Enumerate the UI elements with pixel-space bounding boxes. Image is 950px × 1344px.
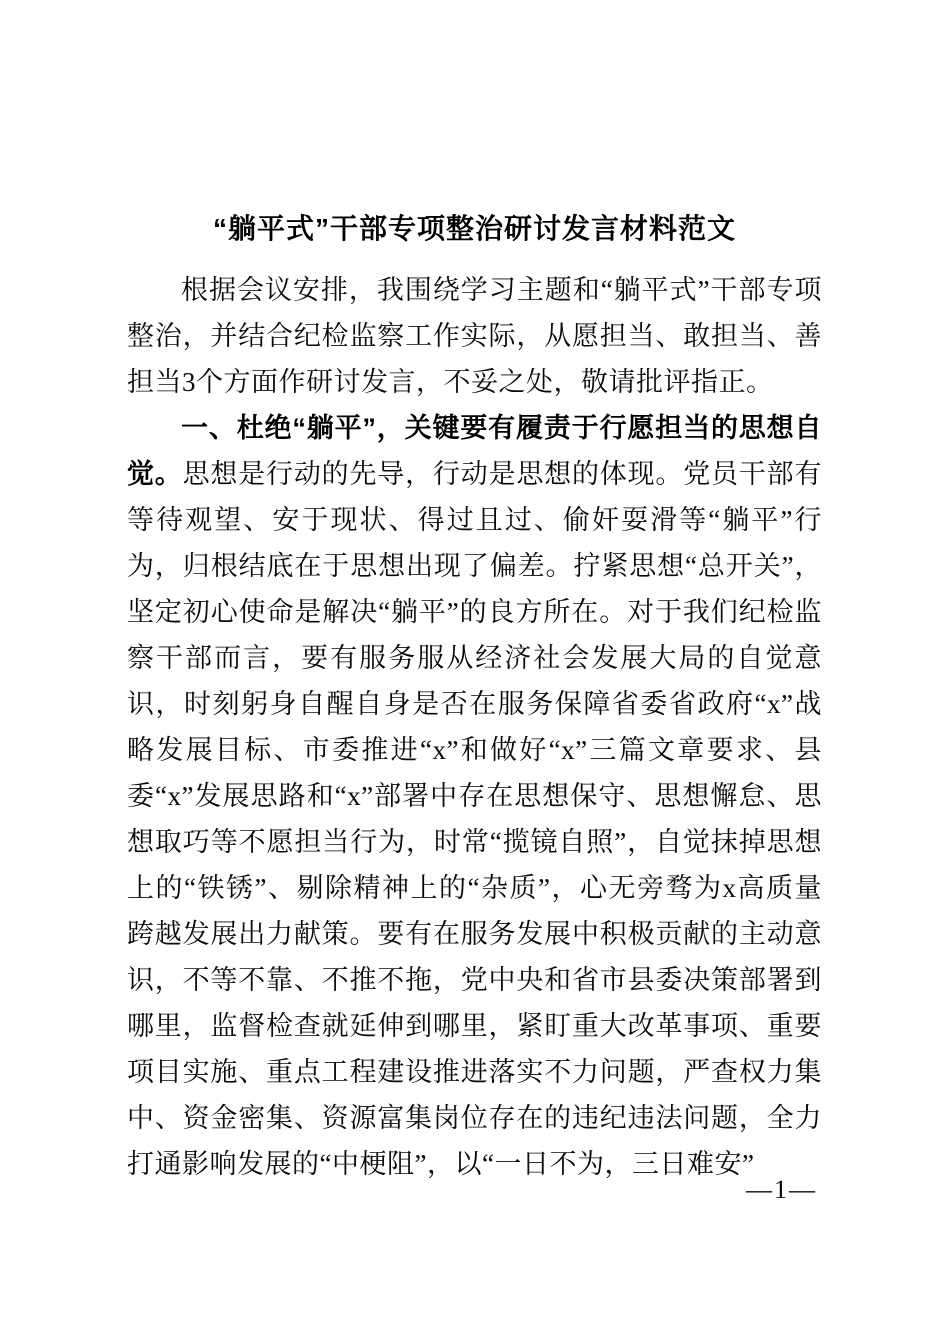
section-1-heading: 一、杜绝“躺平”，关键要有履责于行愿担当的思想自觉。 [127,413,822,489]
paragraph-intro [127,267,822,405]
page-number: —1— [746,1175,817,1204]
section-1-body-text: 思想是行动的先导，行动是思想的体现。党员干部有等待观望、安于现状、得过且过、偷奸耍滑等“躺平”行为，归根结底在于思想出现了偏差。拧紧思想“总开关”，坚定初心使命是解决“躺平”的良方所在。对于我们纪检监察干部而言，要有服务服从经济社会发展大局的自觉意识，时刻躬身自醒自身是否在服务保障省委省政府“x”战略发展目标、市委推进“x”和做好“x”三篇文章要求、县委“x”发展思路和“x”部署中存在思想保守、思想懈怠、思想取巧等不愿担当行为，时常“揽镜自照”，自觉抹掉思想上的“铁锈”、剔除精神上的“杂质”，心无旁骛为x高质量跨越发展出力献策。要有在服务发展中积极贡献的主动意识，不等不靠、不推不拖，党中央和省市县委决策部署到哪里，监督检查就延伸到哪里，紧盯重大改革事项、重要项目实施、重点工程建设推进落实不力问题，严查权力集中、资金密集、资源富集岗位存在的违纪违法问题，全力打通影响发展的“中梗阻”，以“一日不为，三日难安” [127,459,822,1179]
paragraph-section-1 [127,405,822,1187]
paragraph-intro-text: 根据会议安排，我围绕学习主题和“躺平式”干部专项整治，并结合纪检监察工作实际，从愿担当、敢担当、善担当3个方面作研讨发言，不妥之处，敬请批评指正。 [127,275,822,397]
document-title: “躺平式”干部专项整治研讨发言材料范文 [212,213,736,244]
